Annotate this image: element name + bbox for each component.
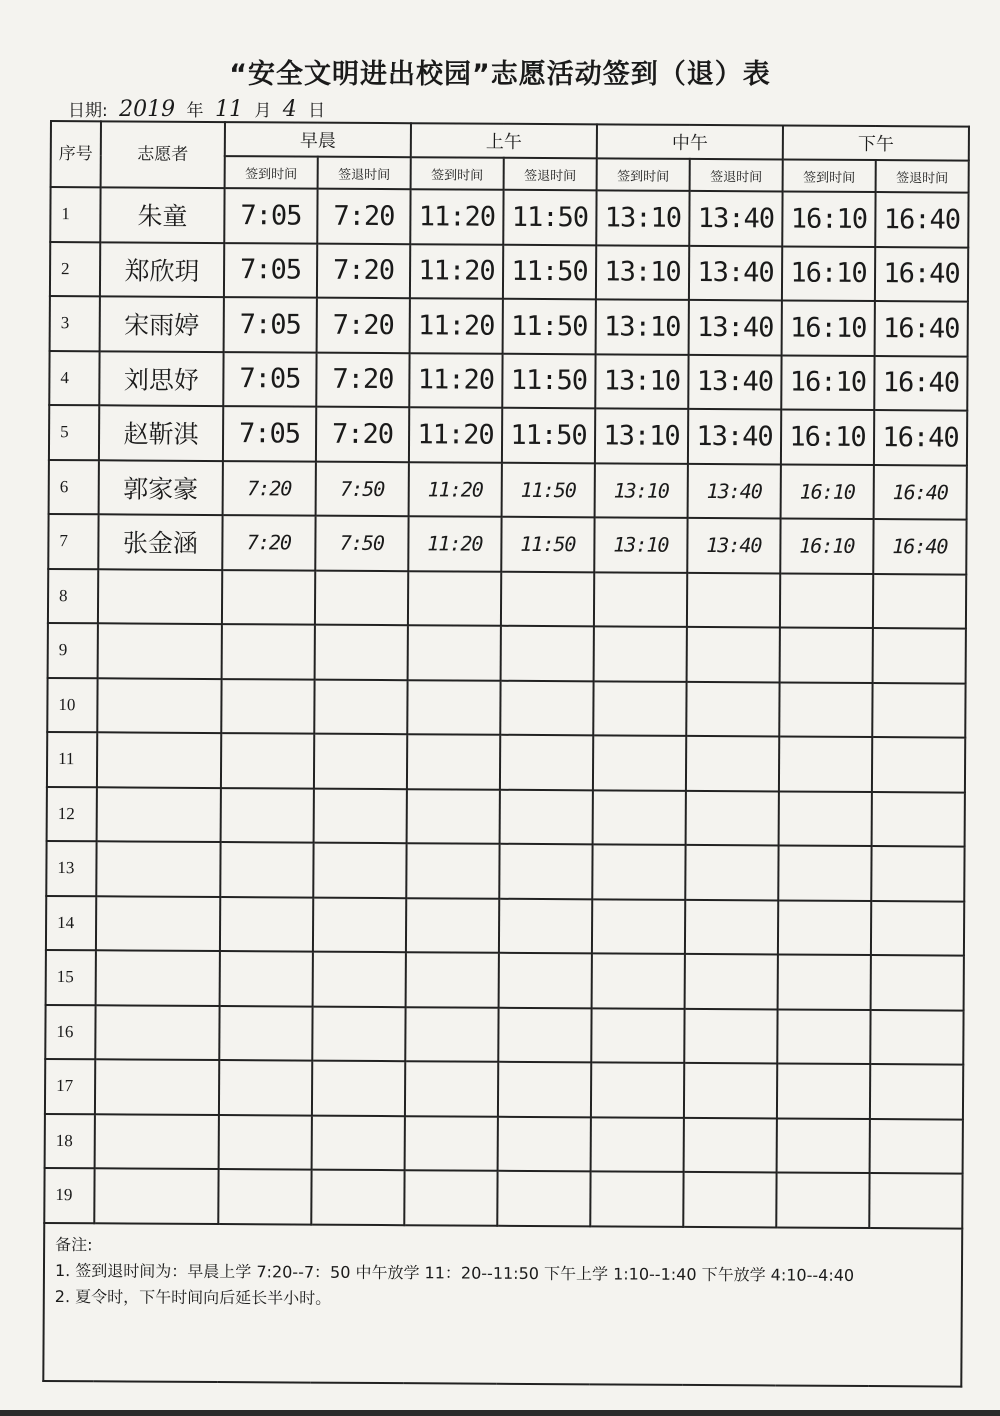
row-number: 4 — [49, 351, 99, 406]
table-row — [45, 1059, 963, 1119]
sign-in-time — [222, 624, 315, 679]
row-number: 3 — [50, 296, 100, 351]
sign-out-time — [686, 681, 779, 736]
sign-out-time: 16:40 — [875, 247, 968, 302]
volunteer-name — [96, 841, 220, 896]
sign-in-time — [405, 1007, 498, 1062]
sign-in-time — [221, 788, 314, 843]
row-number: 15 — [46, 950, 96, 1005]
sign-in-time — [405, 1061, 498, 1116]
sign-out-time — [313, 897, 406, 952]
volunteer-name — [96, 950, 220, 1005]
sign-out-time — [686, 736, 779, 791]
date-line — [68, 96, 325, 122]
date-day-unit: 日 — [308, 101, 326, 121]
signin-table-body — [44, 187, 968, 1228]
sign-out-time — [311, 1170, 404, 1225]
sign-in-time — [222, 570, 315, 625]
notes-line-2: 2. 夏令时，下午时间向后延长半小时。 — [54, 1286, 332, 1308]
sign-out-time — [870, 1119, 963, 1174]
sign-in-time — [779, 791, 872, 846]
sign-out-time — [498, 1116, 591, 1171]
table-row — [50, 296, 968, 356]
sign-in-time: 13:10 — [596, 299, 689, 354]
sign-out-time: 16:40 — [875, 192, 968, 247]
notes-heading: 备注: — [55, 1234, 93, 1254]
sign-in-time — [593, 735, 686, 790]
sign-in-time — [592, 953, 685, 1008]
sign-out-time — [313, 952, 406, 1007]
sign-in-time — [590, 1171, 683, 1226]
sign-in-time — [218, 1169, 311, 1224]
table-row — [46, 950, 964, 1010]
sign-in-time: 11:20 — [409, 407, 502, 462]
sign-out-time — [685, 845, 778, 900]
sign-in-time: 7:05 — [224, 297, 317, 352]
sheet-title: “安全文明进出校园”志愿活动签到（退）表 — [229, 59, 771, 90]
row-number: 6 — [49, 459, 99, 514]
volunteer-name — [95, 1005, 219, 1060]
sign-out-time — [498, 1007, 591, 1062]
row-number: 19 — [44, 1168, 94, 1223]
sign-in-time — [406, 843, 499, 898]
table-row — [49, 405, 967, 465]
sign-out-time — [685, 954, 778, 1009]
sign-out-time — [871, 846, 964, 901]
sign-out-time: 16:40 — [873, 519, 966, 574]
sign-in-time — [406, 898, 499, 953]
sign-in-time — [404, 1170, 497, 1225]
sign-out-time — [315, 570, 408, 625]
row-number: 9 — [48, 623, 98, 678]
sign-in-time — [593, 681, 686, 736]
volunteer-name — [98, 623, 222, 678]
sign-in-time — [594, 626, 687, 681]
sign-in-time — [220, 897, 313, 952]
sign-out-time — [687, 627, 780, 682]
sign-out-time — [873, 628, 966, 683]
header-seq: 序号 — [51, 121, 101, 187]
sign-in-time: 11:20 — [410, 244, 503, 299]
sign-in-time: 11:20 — [410, 189, 503, 244]
sign-out-time: 11:50 — [503, 190, 596, 245]
sign-out-time: 11:50 — [503, 299, 596, 354]
header-period-morning: 早晨 — [225, 122, 411, 157]
volunteer-name — [97, 732, 221, 787]
sign-in-time — [592, 844, 685, 899]
sign-in-time — [778, 900, 871, 955]
row-number: 13 — [46, 841, 96, 896]
sign-out-time — [499, 953, 592, 1008]
sign-out-time — [871, 955, 964, 1010]
volunteer-name — [95, 1059, 219, 1114]
sign-out-time: 11:50 — [502, 462, 595, 517]
table-row — [47, 786, 965, 846]
sign-in-time — [405, 1116, 498, 1171]
sign-out-time — [683, 1172, 776, 1227]
sign-in-time — [221, 733, 314, 788]
sign-out-time: 16:40 — [874, 410, 967, 465]
sign-in-time — [592, 899, 685, 954]
table-row — [45, 1004, 963, 1064]
sign-out-time — [313, 843, 406, 898]
sign-out-time — [497, 1171, 590, 1226]
sign-in-time: 7:20 — [223, 461, 316, 516]
sign-out-time — [872, 683, 965, 738]
volunteer-name — [96, 896, 220, 951]
row-number: 14 — [46, 895, 96, 950]
sign-in-time: 11:20 — [409, 353, 502, 408]
sign-in-time — [777, 1063, 870, 1118]
sign-out-time: 7:20 — [317, 189, 410, 244]
sign-in-time: 13:10 — [596, 190, 689, 245]
row-number: 2 — [50, 242, 100, 297]
sign-out-time — [869, 1173, 962, 1228]
sign-out-time: 11:50 — [502, 353, 595, 408]
header-sign-out: 签退时间 — [690, 159, 783, 192]
sign-out-time — [870, 1064, 963, 1119]
row-number: 16 — [45, 1004, 95, 1059]
sign-out-time — [684, 1063, 777, 1118]
sign-in-time: 16:10 — [782, 191, 875, 246]
sign-in-time: 7:20 — [222, 515, 315, 570]
table-row — [44, 1168, 962, 1228]
sign-out-time — [314, 734, 407, 789]
volunteer-name: 刘思妤 — [99, 351, 223, 406]
sign-in-time: 11:20 — [409, 462, 502, 517]
table-row — [47, 677, 965, 737]
row-number: 5 — [49, 405, 99, 460]
sign-in-time — [591, 1062, 684, 1117]
sign-out-time — [685, 899, 778, 954]
sign-in-time — [594, 572, 687, 627]
sign-in-time — [591, 1117, 684, 1172]
signin-table — [42, 120, 970, 1387]
volunteer-name: 宋雨婷 — [100, 296, 224, 351]
volunteer-name: 朱童 — [100, 187, 224, 242]
sign-in-time — [779, 736, 872, 791]
sign-in-time — [780, 573, 873, 628]
row-number: 8 — [48, 568, 98, 623]
sign-in-time — [777, 1118, 870, 1173]
sign-out-time — [686, 790, 779, 845]
date-month-unit: 月 — [254, 101, 272, 121]
table-row — [49, 459, 967, 519]
sign-in-time — [221, 679, 314, 734]
sign-in-time: 11:20 — [408, 516, 501, 571]
sign-in-time — [776, 1172, 869, 1227]
sign-out-time — [312, 1061, 405, 1116]
header-sign-out: 签退时间 — [876, 160, 969, 193]
notes-line-1: 1. 签到退时间为：早晨上学 7:20--7：50 中午放学 11：20--11:50 下午上学 1:10--1:40 下午放学 4:10--4:40 — [54, 1260, 855, 1285]
sign-out-time: 13:40 — [689, 245, 782, 300]
sign-out-time: 13:40 — [689, 191, 782, 246]
table-row — [45, 1113, 963, 1173]
volunteer-name: 郑欣玥 — [100, 242, 224, 297]
sign-in-time — [406, 952, 499, 1007]
volunteer-name — [95, 1114, 219, 1169]
sign-out-time — [314, 679, 407, 734]
sign-out-time: 7:20 — [316, 407, 409, 462]
sign-in-time: 13:10 — [595, 408, 688, 463]
row-number: 7 — [48, 514, 98, 569]
sign-in-time — [778, 954, 871, 1009]
sign-in-time — [593, 790, 686, 845]
sign-in-time — [408, 571, 501, 626]
volunteer-name — [97, 787, 221, 842]
sign-in-time — [778, 845, 871, 900]
sign-out-time: 7:20 — [317, 298, 410, 353]
sign-in-time: 16:10 — [781, 355, 874, 410]
sign-out-time — [315, 625, 408, 680]
sign-out-time: 7:20 — [317, 243, 410, 298]
sign-out-time: 16:40 — [874, 465, 967, 520]
sign-out-time: 11:50 — [502, 408, 595, 463]
sign-out-time — [872, 792, 965, 847]
header-sign-out: 签退时间 — [504, 158, 597, 191]
sign-in-time — [407, 789, 500, 844]
sign-in-time — [219, 1115, 312, 1170]
sign-in-time — [591, 1008, 684, 1063]
header-period-afternoon: 下午 — [783, 125, 969, 160]
sign-out-time — [498, 1062, 591, 1117]
sign-out-time — [500, 680, 593, 735]
volunteer-name — [98, 569, 222, 624]
sign-out-time — [500, 735, 593, 790]
sign-in-time: 16:10 — [780, 518, 873, 573]
table-row — [50, 187, 968, 247]
table-row — [48, 568, 966, 628]
sign-in-time — [220, 951, 313, 1006]
sign-out-time: 11:50 — [503, 244, 596, 299]
sign-out-time — [871, 901, 964, 956]
sign-out-time — [312, 1115, 405, 1170]
sign-in-time: 13:10 — [595, 463, 688, 518]
sign-out-time — [687, 572, 780, 627]
sign-out-time: 7:50 — [316, 461, 409, 516]
sign-out-time — [501, 571, 594, 626]
sign-out-time — [499, 898, 592, 953]
sign-in-time: 7:05 — [223, 352, 316, 407]
date-year: 2019 — [119, 97, 176, 122]
sign-out-time: 13:40 — [687, 518, 780, 573]
sign-out-time: 7:50 — [315, 516, 408, 571]
sign-in-time: 13:10 — [594, 517, 687, 572]
sign-in-time — [219, 1006, 312, 1061]
sign-out-time: 13:40 — [689, 300, 782, 355]
sign-in-time: 7:05 — [224, 243, 317, 298]
date-label: 日期: — [68, 101, 108, 121]
row-number: 12 — [47, 786, 97, 841]
sign-in-time — [219, 1060, 312, 1115]
sign-out-time: 13:40 — [688, 409, 781, 464]
table-row — [46, 841, 964, 901]
header-period-forenoon: 上午 — [411, 123, 597, 158]
table-row — [47, 732, 965, 792]
sign-out-time — [684, 1117, 777, 1172]
sign-out-time: 16:40 — [875, 301, 968, 356]
sign-in-time: 7:05 — [224, 188, 317, 243]
scan-bottom-edge — [0, 1410, 1000, 1416]
sign-out-time — [870, 1010, 963, 1065]
sign-in-time: 13:10 — [595, 354, 688, 409]
row-number: 17 — [45, 1059, 95, 1114]
date-day: 4 — [282, 97, 297, 122]
table-row — [48, 514, 966, 574]
sign-out-time — [872, 737, 965, 792]
sign-in-time: 16:10 — [781, 409, 874, 464]
row-number: 1 — [50, 187, 100, 242]
sign-out-time: 13:40 — [688, 354, 781, 409]
sign-out-time — [684, 1008, 777, 1063]
sign-in-time — [407, 734, 500, 789]
header-sign-in: 签到时间 — [783, 159, 876, 192]
sign-in-time — [407, 680, 500, 735]
sign-in-time: 11:20 — [410, 298, 503, 353]
table-row — [46, 895, 964, 955]
sign-out-time: 11:50 — [501, 517, 594, 572]
table-row — [48, 623, 966, 683]
header-sign-out: 签退时间 — [318, 157, 411, 190]
header-sign-in: 签到时间 — [225, 156, 318, 189]
row-number: 18 — [45, 1113, 95, 1168]
table-row — [49, 351, 967, 411]
sign-in-time — [408, 625, 501, 680]
notes-cell — [43, 1222, 962, 1386]
sign-out-time — [312, 1006, 405, 1061]
date-month: 11 — [214, 97, 243, 122]
sign-out-time — [873, 574, 966, 629]
sign-in-time — [777, 1009, 870, 1064]
date-year-unit: 年 — [186, 101, 204, 121]
sign-in-time: 16:10 — [782, 246, 875, 301]
header-sign-in: 签到时间 — [411, 157, 504, 190]
header-period-noon: 中午 — [597, 124, 783, 159]
sign-out-time — [314, 788, 407, 843]
header-volunteer: 志愿者 — [101, 121, 225, 188]
sign-in-time: 16:10 — [781, 464, 874, 519]
volunteer-name: 赵靳淇 — [99, 405, 223, 460]
sign-out-time: 7:20 — [316, 352, 409, 407]
sign-out-time: 13:40 — [688, 463, 781, 518]
row-number: 11 — [47, 732, 97, 787]
sign-in-time — [220, 842, 313, 897]
sign-out-time — [499, 844, 592, 899]
sign-out-time — [500, 789, 593, 844]
volunteer-name — [94, 1168, 218, 1223]
header-sign-in: 签到时间 — [597, 158, 690, 191]
sign-in-time: 16:10 — [782, 300, 875, 355]
sign-in-time — [780, 627, 873, 682]
sign-in-time: 7:05 — [223, 406, 316, 461]
sign-out-time: 16:40 — [874, 356, 967, 411]
table-row — [50, 242, 968, 302]
sign-in-time — [779, 682, 872, 737]
volunteer-name: 郭家豪 — [99, 460, 223, 515]
row-number: 10 — [47, 677, 97, 732]
volunteer-name — [97, 678, 221, 733]
sign-out-time — [501, 626, 594, 681]
sign-in-time: 13:10 — [596, 245, 689, 300]
volunteer-name: 张金涵 — [98, 514, 222, 569]
